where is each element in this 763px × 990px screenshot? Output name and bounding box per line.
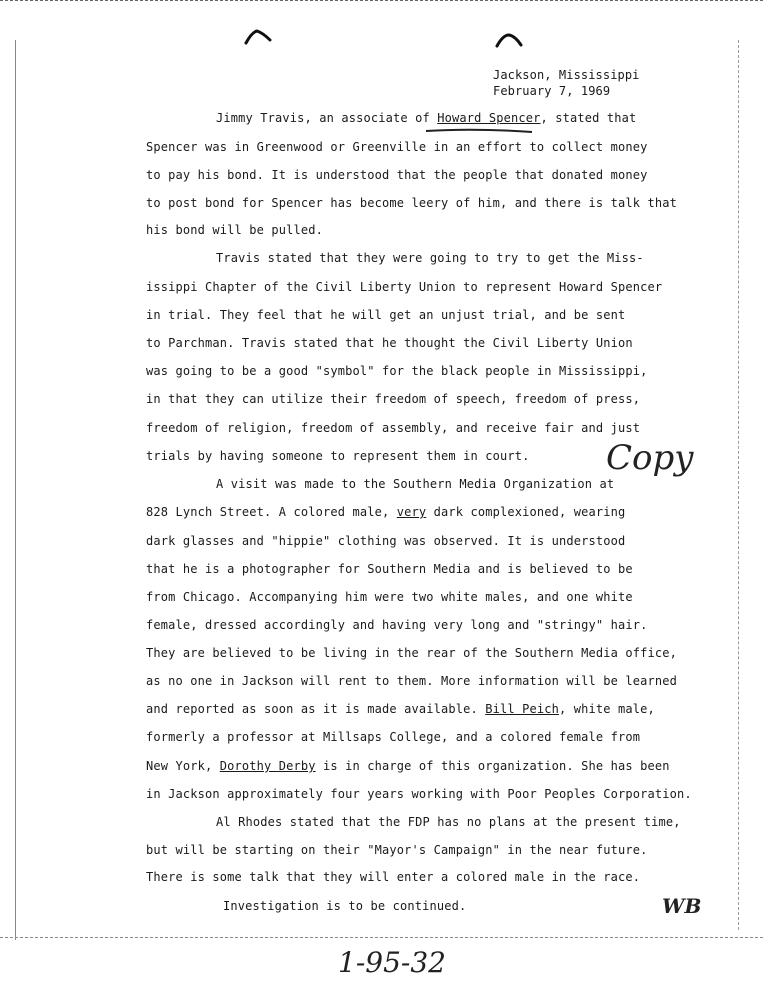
initials-annotation: WB (662, 894, 702, 918)
text-line: to Parchman. Travis stated that he thought the Civil Liberty Union (146, 336, 633, 350)
underlined-word: very (396, 505, 427, 519)
underlined-name: Howard Spencer (437, 111, 541, 125)
file-number-annotation: 1-95-32 (338, 946, 446, 979)
text-segment: dark complexioned, wearing (426, 505, 626, 519)
text-segment: New York, (146, 759, 220, 773)
text-line: female, dressed accordingly and having very long and "stringy" hair. (146, 618, 648, 632)
text-segment: and reported as soon as it is made available. (146, 702, 486, 716)
caret-mark-left-icon (244, 28, 272, 46)
text-line: trials by having someone to represent them in court. (146, 449, 530, 463)
text-line: They are believed to be living in the rear of the Southern Media office, (146, 646, 677, 660)
text-segment: 828 Lynch Street. A colored male, (146, 505, 397, 519)
page-edge-left (15, 40, 16, 940)
text-line: as no one in Jackson will rent to them. More information will be learned (146, 674, 677, 688)
text-line: freedom of religion, freedom of assembly, and receive fair and just (146, 421, 641, 435)
page-edge-right (738, 40, 739, 930)
text-line: but will be starting on their "Mayor's Campaign" in the near future. (146, 843, 648, 857)
text-line: in trial. They feel that he will get an unjust trial, and be sent (146, 308, 626, 322)
text-line: issippi Chapter of the Civil Liberty Union to represent Howard Spencer (146, 280, 663, 294)
text-line (146, 505, 625, 519)
pen-stroke-icon (424, 127, 536, 135)
text-line (146, 702, 655, 716)
text-line: formerly a professor at Millsaps College, and a colored female from (146, 730, 641, 744)
text-line: was going to be a good "symbol" for the black people in Mississippi, (146, 364, 648, 378)
text-line (216, 111, 636, 125)
text-line: Al Rhodes stated that the FDP has no plans at the present time, (216, 815, 681, 829)
text-line: Investigation is to be continued. (223, 899, 467, 913)
text-line: that he is a photographer for Southern Media and is believed to be (146, 562, 633, 576)
text-segment: , stated that (540, 111, 637, 125)
text-line: to pay his bond. It is understood that the people that donated money (146, 168, 648, 182)
page-edge-top (0, 0, 763, 1)
text-line: in Jackson approximately four years working with Poor Peoples Corporation. (146, 787, 692, 801)
text-line: Travis stated that they were going to try to get the Miss- (216, 251, 644, 265)
text-line: There is some talk that they will enter a colored male in the race. (146, 870, 641, 884)
text-line: to post bond for Spencer has become leery of him, and there is talk that (146, 196, 677, 210)
underlined-name: Dorothy Derby (219, 759, 316, 773)
copy-annotation: Copy (606, 438, 694, 478)
text-line: from Chicago. Accompanying him were two white males, and one white (146, 590, 633, 604)
text-line: his bond will be pulled. (146, 223, 323, 237)
text-segment: is in charge of this organization. She has been (315, 759, 670, 773)
text-line (146, 759, 670, 773)
text-line: dark glasses and "hippie" clothing was observed. It is understood (146, 534, 626, 548)
underlined-name: Bill Peich (485, 702, 559, 716)
caret-mark-right-icon (495, 32, 523, 50)
text-line: A visit was made to the Southern Media Organization at (216, 477, 615, 491)
text-line: in that they can utilize their freedom of speech, freedom of press, (146, 392, 641, 406)
document-date: February 7, 1969 (493, 84, 611, 98)
page-edge-bottom (0, 937, 763, 938)
text-line: Spencer was in Greenwood or Greenville in an effort to collect money (146, 140, 648, 154)
text-segment: Jimmy Travis, an associate of (216, 111, 438, 125)
document-location: Jackson, Mississippi (493, 68, 640, 82)
text-segment: , white male, (558, 702, 655, 716)
